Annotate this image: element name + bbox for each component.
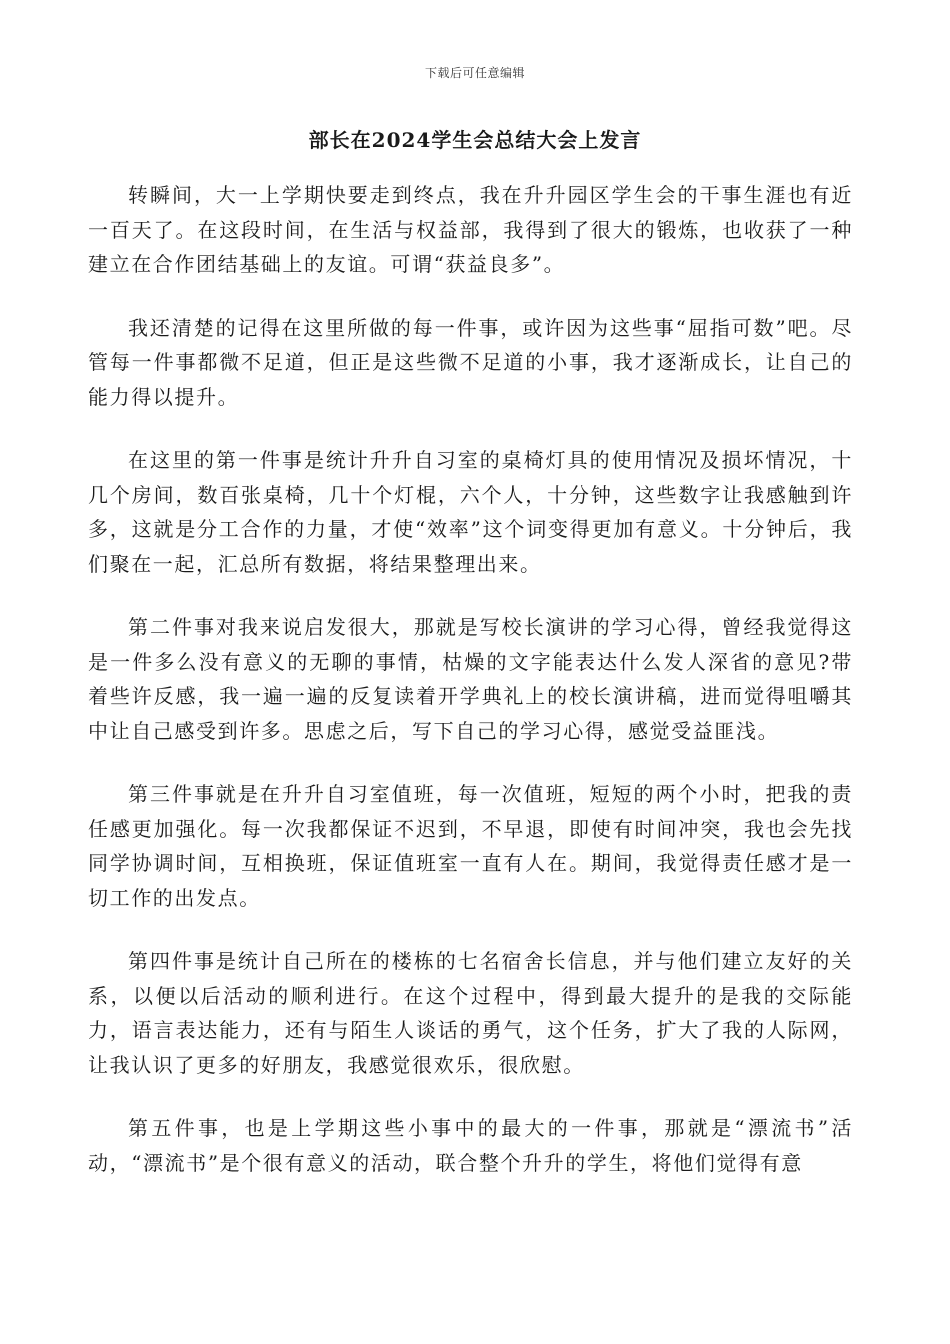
document-body	[88, 178, 853, 1209]
paragraph: 我还清楚的记得在这里所做的每一件事，或许因为这些事“屈指可数”吧。尽管每一件事都微不足道，但正是这些微不足道的小事，我才逐渐成长，让自己的能力得以提升。	[88, 315, 853, 409]
document-title: 部长在2024学生会总结大会上发言	[308, 128, 642, 152]
paragraph: 第三件事就是在升升自习室值班，每一次值班，短短的两个小时，把我的责任感更加强化。每一次我都保证不迟到，不早退，即使有时间冲突，我也会先找同学协调时间，互相换班，保证值班室一直有人在。期间，我觉得责任感才是一切工作的出发点。	[88, 782, 853, 910]
paragraph: 在这里的第一件事是统计升升自习室的桌椅灯具的使用情况及损坏情况，十几个房间，数百张桌椅，几十个灯棍，六个人，十分钟，这些数字让我感触到许多，这就是分工合作的力量，才使“效率”这个词变得更加有意义。十分钟后，我们聚在一起，汇总所有数据，将结果整理出来。	[88, 448, 853, 576]
paragraph: 转瞬间，大一上学期快要走到终点，我在升升园区学生会的干事生涯也有近一百天了。在这段时间，在生活与权益部，我得到了很大的锻炼，也收获了一种建立在合作团结基础上的友谊。可谓“获益良多”。	[88, 183, 853, 276]
paragraph: 第二件事对我来说启发很大，那就是写校长演讲的学习心得，曾经我觉得这是一件多么没有意义的无聊的事情，枯燥的文字能表达什么发人深省的意见?带着些许反感，我一遍一遍的反复读着开学典礼上的校长演讲稿，进而觉得咀嚼其中让自己感受到许多。思虑之后，写下自己的学习心得，感觉受益匪浅。	[88, 615, 853, 743]
paragraph: 第五件事，也是上学期这些小事中的最大的一件事，那就是“漂流书”活动，“漂流书”是个很有意义的活动，联合整个升升的学生，将他们觉得有意	[88, 1116, 853, 1175]
header-note: 下载后可任意编辑	[424, 66, 525, 80]
paragraph: 第四件事是统计自己所在的楼栋的七名宿舍长信息，并与他们建立友好的关系，以便以后活动的顺利进行。在这个过程中，得到最大提升的是我的交际能力，语言表达能力，还有与陌生人谈话的勇气，这个任务，扩大了我的人际网，让我认识了更多的好朋友，我感觉很欢乐，很欣慰。	[88, 949, 853, 1077]
